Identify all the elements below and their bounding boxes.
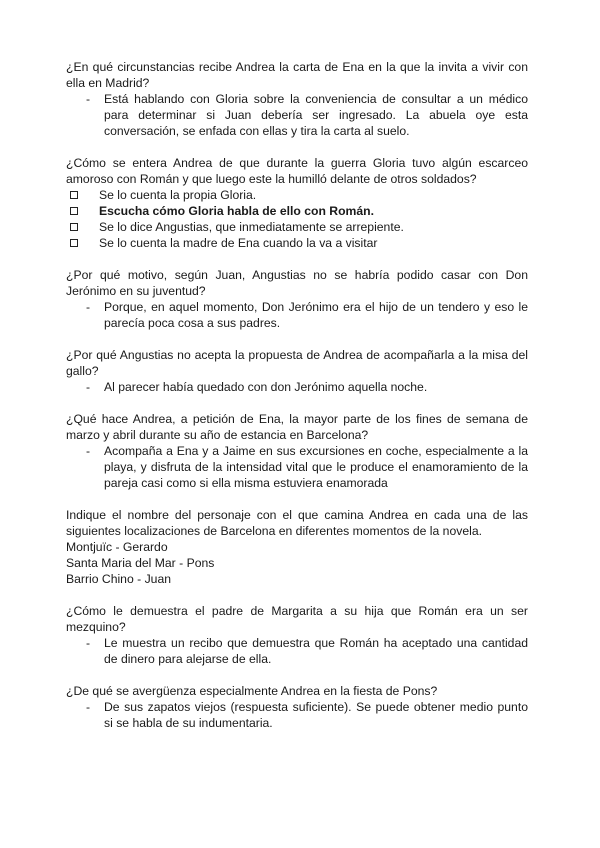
answer-text: Está hablando con Gloria sobre la conveniencia de consultar a un médico para determinar si Juan debería ser ingresado. La abuela oye esta conversación, se enfada con ellas y tira la carta al suelo.	[104, 92, 528, 138]
option-label: Se lo cuenta la madre de Ena cuando la va a visitar	[99, 236, 378, 250]
question-text: ¿En qué circunstancias recibe Andrea la carta de Ena en la que la invita a vivir con ella en Madrid?	[66, 60, 528, 90]
option-item	[66, 235, 528, 251]
question-block-5	[66, 411, 528, 491]
document-body	[66, 59, 528, 747]
question-block-4	[66, 347, 528, 395]
answer-text: Acompaña a Ena y a Jaime en sus excursiones en coche, especialmente a la playa, y disfruta de la intensidad vital que le produce el enamoramiento de la pareja casi como si ella misma estuviera enamorada	[104, 444, 528, 490]
location-answer-line: Montjuïc - Gerardo	[66, 540, 168, 554]
question-text: ¿Cómo le demuestra el padre de Margarita a su hija que Román era un ser mezquino?	[66, 604, 528, 634]
location-answer-line: Santa Maria del Mar - Pons	[66, 556, 215, 570]
option-label: Se lo cuenta la propia Gloria.	[99, 188, 257, 202]
answer-dash: -	[86, 700, 91, 714]
location-answer-line: Barrio Chino - Juan	[66, 572, 171, 586]
answer-text: Le muestra un recibo que demuestra que Román ha aceptado una cantidad de dinero para alejarse de ella.	[104, 636, 528, 666]
question-text: ¿Por qué motivo, según Juan, Angustias no se habría podido casar con Don Jerónimo en su juventud?	[66, 268, 528, 298]
answer-dash: -	[86, 636, 91, 650]
answer-item	[86, 635, 528, 667]
question-text: Indique el nombre del personaje con el que camina Andrea en cada una de las siguientes localizaciones de Barcelona en diferentes momentos de la novela.	[66, 508, 528, 538]
answer-text: Al parecer había quedado con don Jerónimo aquella noche.	[104, 380, 428, 394]
question-block-2	[66, 155, 528, 251]
question-text: ¿Por qué Angustias no acepta la propuesta de Andrea de acompañarla a la misa del gallo?	[66, 348, 528, 378]
option-label: Escucha cómo Gloria habla de ello con Román.	[99, 204, 374, 218]
question-text: ¿Cómo se entera Andrea de que durante la guerra Gloria tuvo algún escarceo amoroso con Román y que luego este la humilló delante de otros soldados?	[66, 156, 528, 186]
option-item-correct	[66, 203, 528, 219]
checkbox-icon	[70, 191, 78, 199]
answer-item	[86, 299, 528, 331]
question-block-3	[66, 267, 528, 331]
answer-item	[86, 699, 528, 731]
question-block-1	[66, 59, 528, 139]
answer-dash: -	[86, 380, 91, 394]
question-block-7	[66, 603, 528, 667]
answer-dash: -	[86, 92, 91, 106]
answer-dash: -	[86, 444, 91, 458]
question-block-8	[66, 683, 528, 731]
answer-item	[86, 91, 528, 139]
option-item	[66, 187, 528, 203]
option-item	[66, 219, 528, 235]
answer-item	[86, 379, 528, 395]
question-text: ¿De qué se avergüenza especialmente Andrea en la fiesta de Pons?	[66, 684, 438, 698]
answer-text: Porque, en aquel momento, Don Jerónimo era el hijo de un tendero y eso le parecía poca cosa a sus padres.	[104, 300, 528, 330]
option-label: Se lo dice Angustias, que inmediatamente se arrepiente.	[99, 220, 404, 234]
question-text: ¿Qué hace Andrea, a petición de Ena, la mayor parte de los fines de semana de marzo y abril durante su año de estancia en Barcelona?	[66, 412, 528, 442]
answer-dash: -	[86, 300, 91, 314]
question-block-6	[66, 507, 528, 587]
checkbox-icon	[70, 239, 78, 247]
checkbox-icon	[70, 223, 78, 231]
answer-text: De sus zapatos viejos (respuesta suficiente). Se puede obtener medio punto si se habla de su indumentaria.	[104, 700, 528, 730]
checkbox-icon	[70, 207, 78, 215]
answer-item	[86, 443, 528, 491]
